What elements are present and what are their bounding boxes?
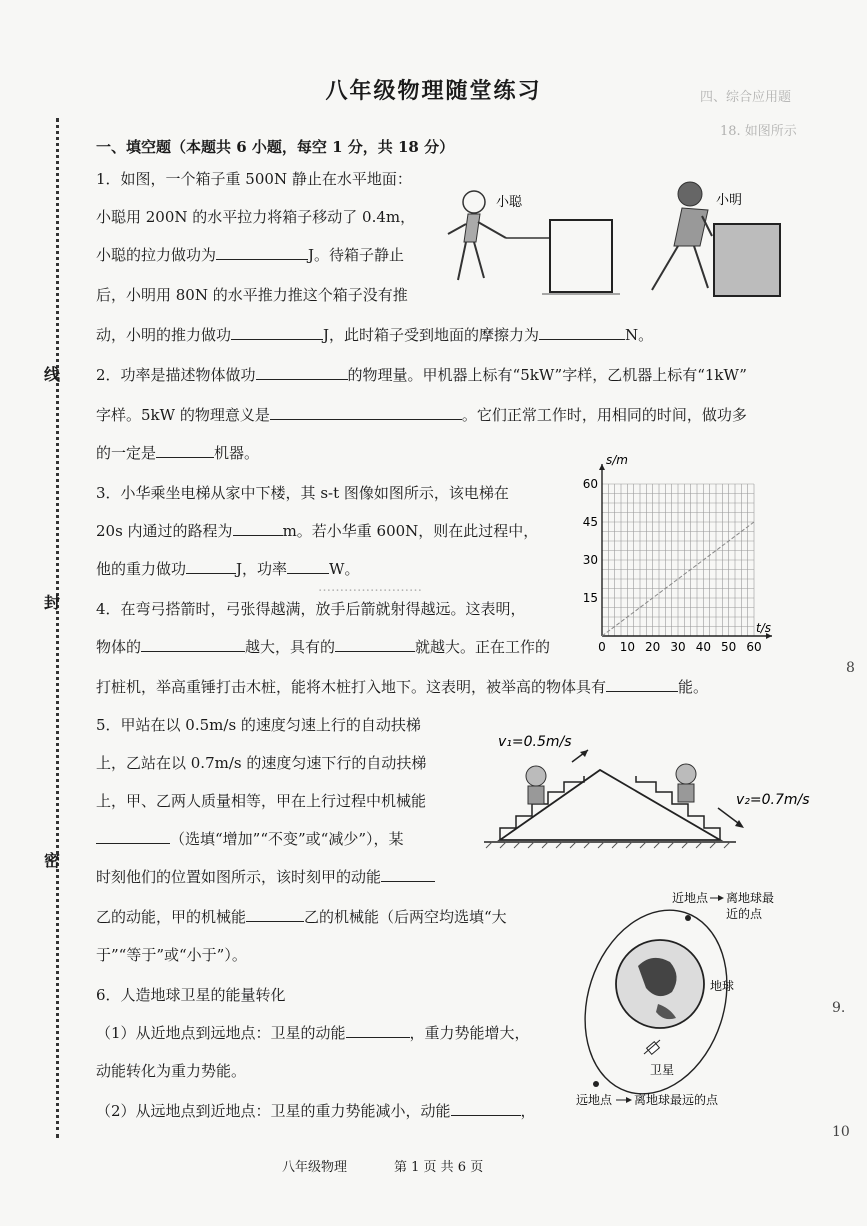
q1-figure [446,180,786,310]
answer-blank[interactable] [156,443,214,458]
satellite-orbit-figure [560,884,800,1114]
q6-line: 动能转化为重力势能。 [96,1062,247,1080]
y-tick-label: 15 [582,591,598,605]
satellite-label: 卫星 [650,1063,675,1077]
far-point-desc: 离地球最远的点 [634,1093,719,1107]
section-header: 一、填空题（本题共 6 小题，每空 1 分，共 18 分） [96,138,455,156]
q3-line: 3．小华乘坐电梯从家中下楼，其 s-t 图像如图所示，该电梯在 [96,484,509,502]
boy-pushing-figure [652,182,712,290]
binding-line [56,118,59,1138]
y-tick-label: 30 [582,553,598,567]
answer-blank[interactable] [270,405,462,420]
bleed-through-text: 18. 如图所示 [720,124,797,139]
answer-blank[interactable] [381,867,435,882]
answer-blank[interactable] [233,521,283,536]
x-tick-label: 30 [670,640,686,654]
near-point-dot [685,915,691,921]
edge-number: 10 [832,1124,850,1140]
near-point-label: 近地点 [672,891,709,905]
q5-line: 5．甲站在以 0.5m/s 的速度匀速上行的自动扶梯 [96,716,421,734]
x-tick-label: 50 [721,640,737,654]
q2-line: 字样。5kW 的物理意义是 。它们正常工作时，用相同的时间，做功多 [96,406,747,424]
v1-label: v₁=0.5m/s [498,734,572,750]
binding-char-line: 线 [44,365,61,384]
x-tick-label: 10 [619,640,635,654]
y-axis-label: s/m [606,453,628,467]
binding-char-seal: 封 [44,593,61,612]
box-left [550,220,612,292]
answer-blank[interactable] [606,677,678,692]
y-tick-label: 60 [582,477,598,491]
page-title: 八年级物理随堂练习 [325,78,542,104]
answer-blank[interactable] [335,637,415,652]
near-point-desc: 离地球最 [726,891,775,905]
answer-blank[interactable] [451,1101,521,1116]
footer-subject: 八年级物理 [282,1160,348,1175]
q2-line: 2．功率是描述物体做功 的物理量。甲机器上标有“5kW”字样，乙机器上标有“1kW” [96,366,747,384]
y-axis-arrow [599,464,605,470]
x-tick-label: 0 [598,640,606,654]
satellite-icon [644,1040,660,1054]
escalator-figure [480,720,820,860]
box-right [714,224,780,296]
answer-blank[interactable] [246,907,304,922]
q1-line: 小聪的拉力做功为 J。待箱子静止 [96,246,405,264]
far-point-dot [593,1081,599,1087]
q1-line: 后，小明用 80N 的水平推力推这个箱子没有推 [96,286,408,304]
q4-line: 4．在弯弓搭箭时，弓张得越满，放手后箭就射得越远。这表明， [96,600,526,618]
bleed-through-text: …………………… [318,580,422,595]
q3-line: 20s 内通过的路程为 m。若小华重 600N，则在此过程中， [96,522,539,540]
answer-blank[interactable] [539,325,625,340]
edge-number: 9. [832,1000,846,1016]
answer-blank[interactable] [186,559,236,574]
answer-blank[interactable] [141,637,245,652]
label-xiaoming: 小明 [716,193,743,208]
q4-line: 打桩机，举高重锤打击木桩，能将木桩打入地下。这表明，被举高的物体具有 能。 [96,678,709,696]
q5-line: （选填“增加”“不变”或“减少”），某 [96,828,404,849]
near-point-desc: 近的点 [726,907,763,921]
q5-line: 时刻他们的位置如图所示，该时刻甲的动能 [96,866,435,887]
q2-line: 的一定是 机器。 [96,444,260,462]
answer-blank[interactable] [96,829,170,844]
s-t-chart [580,446,800,656]
footer-page-number: 第 1 页 共 6 页 [394,1160,484,1175]
bleed-through-text: 四、综合应用题 [700,90,792,105]
person-jia [526,766,546,804]
q1-line: 1．如图，一个箱子重 500N 静止在水平地面： [96,170,412,188]
answer-blank[interactable] [231,325,323,340]
x-axis-label: t/s [756,621,771,635]
q6-line: 6．人造地球卫星的能量转化 [96,986,286,1004]
q6-line: （1）从近地点到远地点：卫星的动能 ，重力势能增大， [96,1024,530,1042]
q3-line: 他的重力做功 J，功率 W。 [96,560,360,578]
y-tick-label: 45 [582,515,598,529]
x-tick-label: 60 [746,640,762,654]
q6-line: （2）从远地点到近地点：卫星的重力势能减小，动能 ， [96,1102,536,1120]
binding-char-secret: 密 [44,851,61,870]
q4-line: 物体的 越大，具有的 就越大。正在工作的 [96,638,551,656]
q5-line: 于”“等于”或“小于”）。 [96,946,247,964]
x-tick-label: 40 [695,640,711,654]
far-point-label: 远地点 [576,1093,613,1107]
earth-label: 地球 [710,979,735,993]
v2-label: v₂=0.7m/s [736,792,810,808]
answer-blank[interactable] [287,559,329,574]
answer-blank[interactable] [256,365,348,380]
label-xiaocong: 小聪 [496,195,523,210]
person-yi [676,764,696,802]
answer-blank[interactable] [346,1023,410,1038]
q1-line: 小聪用 200N 的水平拉力将箱子移动了 0.4m， [96,208,416,226]
answer-blank[interactable] [216,245,308,260]
q5-line: 上，乙站在以 0.7m/s 的速度匀速下行的自动扶梯 [96,754,427,772]
q1-line: 动，小明的推力做功 J，此时箱子受到地面的摩擦力为 N。 [96,326,654,344]
q5-line: 上，甲、乙两人质量相等，甲在上行过程中机械能 [96,792,427,810]
edge-number: 8 [846,660,855,676]
q5-line: 乙的动能，甲的机械能 乙的机械能（后两空均选填“大 [96,908,507,926]
x-tick-label: 20 [645,640,661,654]
